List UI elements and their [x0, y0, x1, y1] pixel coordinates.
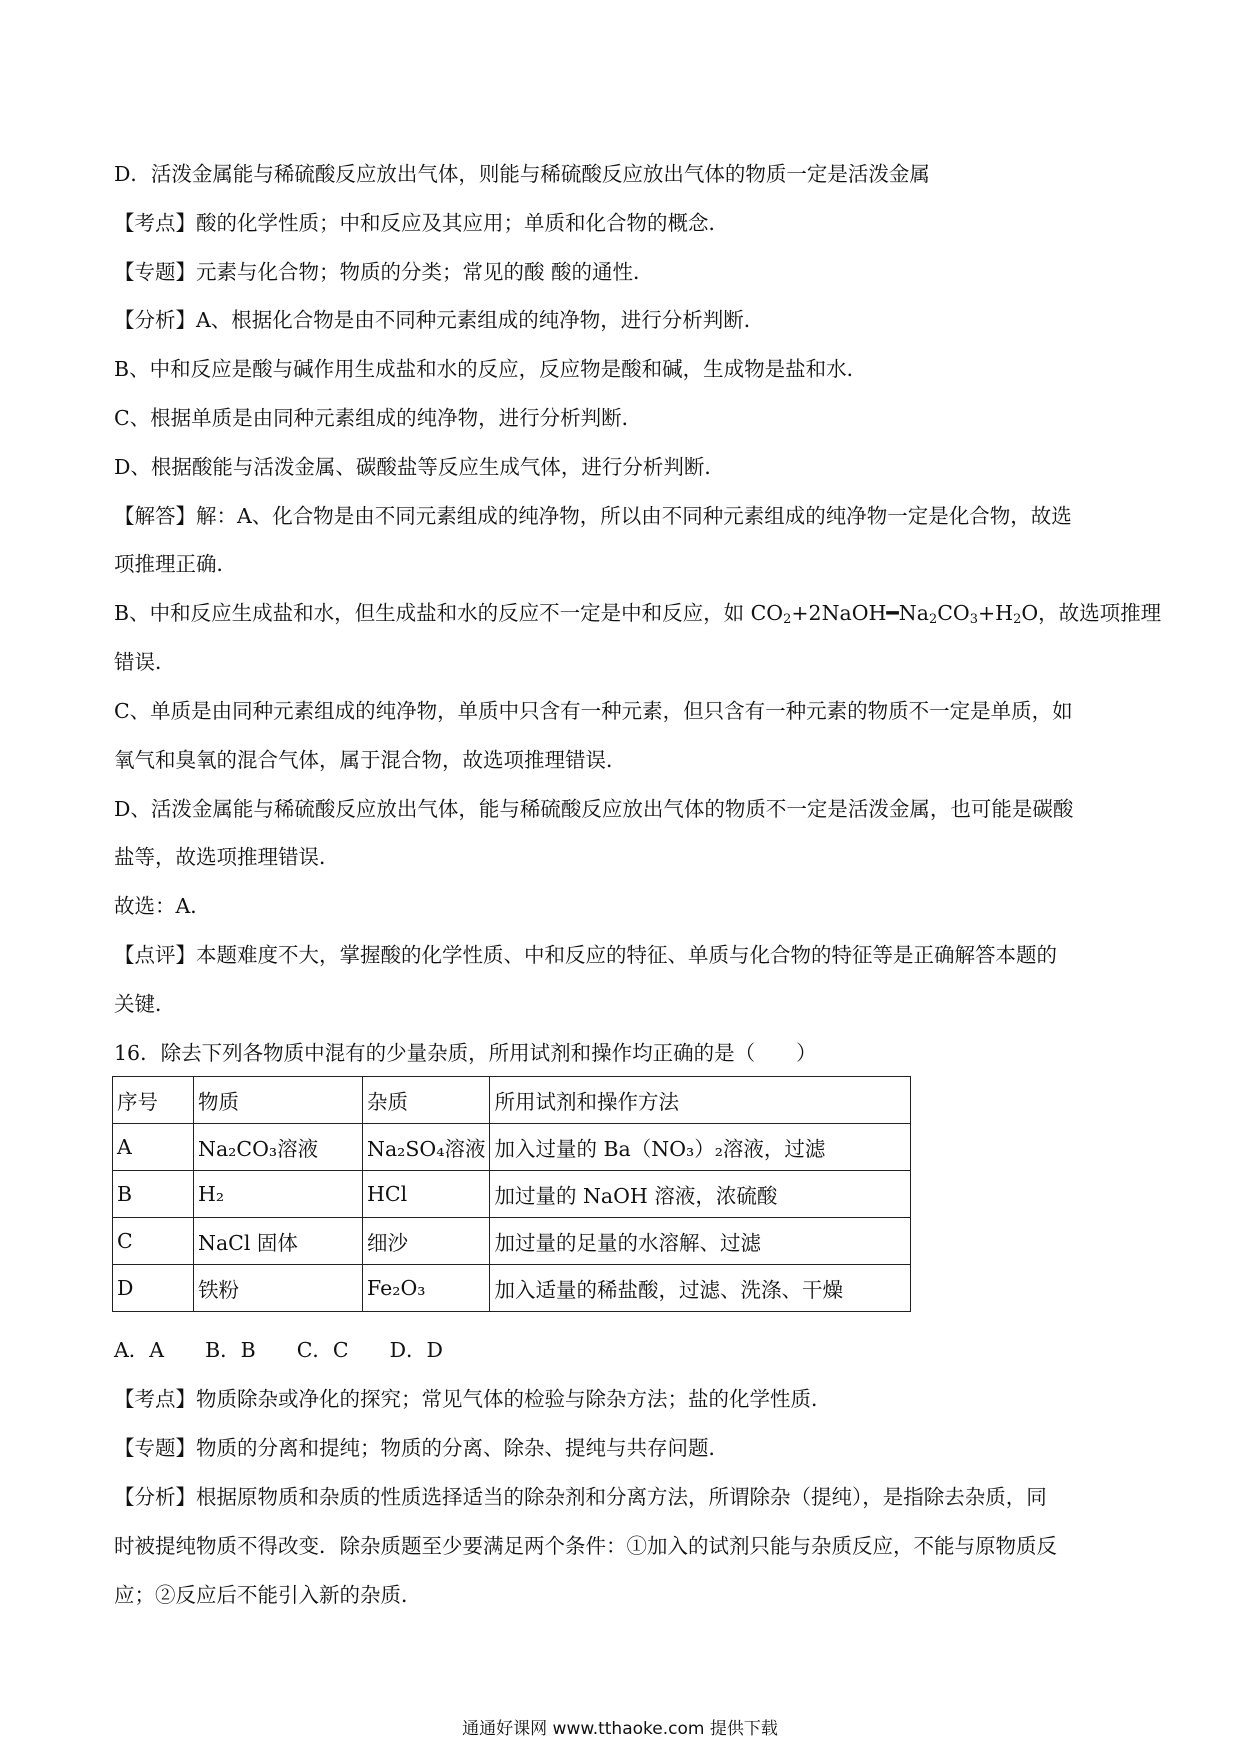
header-cell: 杂质	[363, 1077, 490, 1124]
cell-impurity: HCl	[363, 1171, 490, 1218]
question-stem: 16．除去下列各物质中混有的少量杂质，所用试剂和操作均正确的是（ ）	[114, 1041, 817, 1065]
cell-substance: NaCl 固体	[194, 1218, 363, 1265]
text-line: 盐等，故选项推理错误．	[114, 845, 340, 869]
cell-substance: H₂	[194, 1171, 363, 1218]
text-line: 错误．	[114, 650, 176, 674]
text-line: B、中和反应是酸与碱作用生成盐和水的反应，反应物是酸和碱，生成物是盐和水．	[114, 357, 868, 381]
text-segment: +2NaOH━Na	[791, 601, 929, 625]
cell-id: D	[113, 1265, 194, 1312]
subscript: 2	[928, 612, 938, 627]
subscript: 3	[969, 612, 978, 627]
text-line: 【考点】物质除杂或净化的探究；常见气体的检验与除杂方法；盐的化学性质．	[114, 1387, 832, 1411]
text-line: 【专题】物质的分离和提纯；物质的分离、除杂、提纯与共存问题．	[114, 1436, 729, 1460]
table-row	[113, 1218, 911, 1265]
text-line: 关键．	[114, 992, 176, 1016]
header-cell: 所用试剂和操作方法	[490, 1077, 911, 1124]
text-line: 应；②反应后不能引入新的杂质．	[114, 1583, 422, 1607]
text-segment: CO	[937, 601, 970, 625]
text-line: C、根据单质是由同种元素组成的纯净物，进行分析判断．	[114, 406, 643, 430]
cell-method: 加过量的 NaOH 溶液，浓硫酸	[490, 1171, 911, 1218]
text-line: 【专题】元素与化合物；物质的分类；常见的酸 酸的通性．	[114, 260, 654, 284]
subscript: 2	[1013, 612, 1022, 627]
table-header-row	[113, 1077, 911, 1124]
cell-method: 加入适量的稀盐酸，过滤、洗涤、干燥	[490, 1265, 911, 1312]
cell-id: A	[113, 1124, 194, 1171]
text-line: D、根据酸能与活泼金属、碳酸盐等反应生成气体，进行分析判断．	[114, 455, 725, 479]
text-line: 时被提纯物质不得改变．除杂质题至少要满足两个条件：①加入的试剂只能与杂质反应，不能与原物质反	[114, 1534, 1057, 1558]
text-line: D、活泼金属能与稀硫酸反应放出气体，能与稀硫酸反应放出气体的物质不一定是活泼金属，也可能是碳酸	[114, 797, 1074, 821]
cell-id: B	[113, 1171, 194, 1218]
cell-substance: 铁粉	[194, 1265, 363, 1312]
text-line: 故选：A．	[114, 894, 211, 918]
table-row	[113, 1265, 911, 1312]
text-line: 项推理正确．	[114, 552, 237, 576]
text-line: 【考点】酸的化学性质；中和反应及其应用；单质和化合物的概念．	[114, 211, 729, 235]
header-cell: 序号	[113, 1077, 194, 1124]
header-cell: 物质	[194, 1077, 363, 1124]
cell-id: C	[113, 1218, 194, 1265]
answer-options: A．A B．B C．C D．D	[114, 1338, 443, 1362]
table-row	[113, 1171, 911, 1218]
text-line: 【分析】根据原物质和杂质的性质选择适当的除杂剂和分离方法，所谓除杂（提纯），是指除去杂质，同	[114, 1485, 1047, 1509]
text-segment: +H	[978, 601, 1014, 625]
subscript: 2	[783, 612, 792, 627]
text-line-equation	[114, 599, 1161, 634]
cell-impurity: Fe₂O₃	[363, 1265, 490, 1312]
text-line: C、单质是由同种元素组成的纯净物，单质中只含有一种元素，但只含有一种元素的物质不一定是单质，如	[114, 699, 1073, 723]
table-row	[113, 1124, 911, 1171]
cell-method: 加入过量的 Ba（NO₃）₂溶液，过滤	[490, 1124, 911, 1171]
text-line: D．活泼金属能与稀硫酸反应放出气体，则能与稀硫酸反应放出气体的物质一定是活泼金属	[114, 162, 930, 186]
cell-method: 加过量的足量的水溶解、过滤	[490, 1218, 911, 1265]
cell-impurity: Na₂SO₄溶液	[363, 1124, 490, 1171]
text-line: 【点评】本题难度不大，掌握酸的化学性质、中和反应的特征、单质与化合物的特征等是正确解答本题的	[114, 943, 1057, 967]
cell-substance: Na₂CO₃溶液	[194, 1124, 363, 1171]
text-line: 氧气和臭氧的混合气体，属于混合物，故选项推理错误．	[114, 748, 627, 772]
text-segment: B、中和反应生成盐和水，但生成盐和水的反应不一定是中和反应，如 CO	[114, 601, 784, 625]
cell-impurity: 细沙	[363, 1218, 490, 1265]
text-line: 【分析】A、根据化合物是由不同种元素组成的纯净物，进行分析判断．	[114, 308, 765, 332]
text-segment: O，故选项推理	[1021, 601, 1162, 625]
text-line: 【解答】解：A、化合物是由不同元素组成的纯净物，所以由不同种元素组成的纯净物一定是化合物，故选	[114, 504, 1072, 528]
question-table	[112, 1076, 911, 1312]
page-footer: 通通好课网 www.tthaoke.com 提供下载	[462, 1719, 778, 1739]
